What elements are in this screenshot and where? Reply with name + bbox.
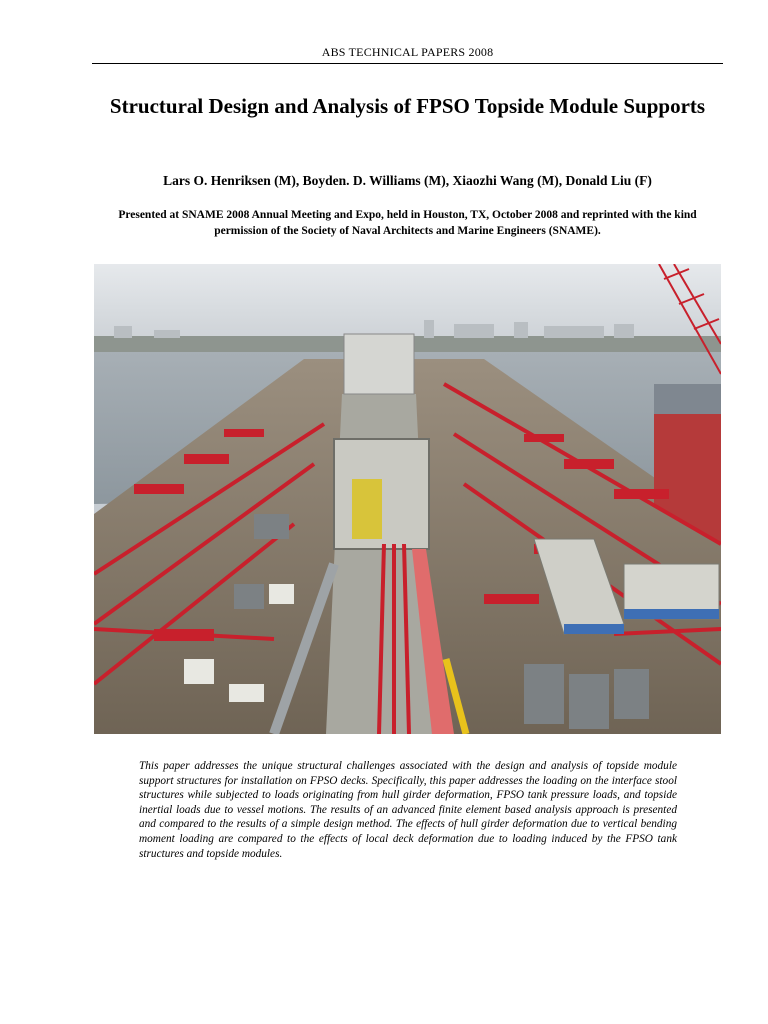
presentation-note: Presented at SNAME 2008 Annual Meeting and Expo, held in Houston, TX, October 2008 and reprinted with the kind permission of the Society of Naval Architects and Marine Engineers (SNAME). (118, 209, 697, 237)
paper-title: Structural Design and Analysis of FPSO Topside Module Supports (109, 94, 706, 118)
header-rule (92, 63, 723, 64)
author-list: Lars O. Henriksen (M), Boyden. D. Williams (M), Xiaozhi Wang (M), Donald Liu (F) (163, 173, 652, 188)
fpso-deck-photo (94, 264, 721, 734)
abstract-text: This paper addresses the unique structural challenges associated with the design and analysis of topside module support structures for installation on FPSO decks. Specifically, this paper addresses the loading on the interface stool structures while subjected to loads originating from hull girder deformation, FPSO tank pressure loads, and topside inertial loads due to vessel motions. The results of an advanced finite element based analysis approach is presented and compared to the results of a simple design method. The effects of hull girder deformation due to vertical bending moment loading are compared to the effects of local deck deformation due to loading induced by the FPSO tank structures and topside modules. (139, 760, 677, 860)
running-header: ABS TECHNICAL PAPERS 2008 (321, 45, 494, 59)
